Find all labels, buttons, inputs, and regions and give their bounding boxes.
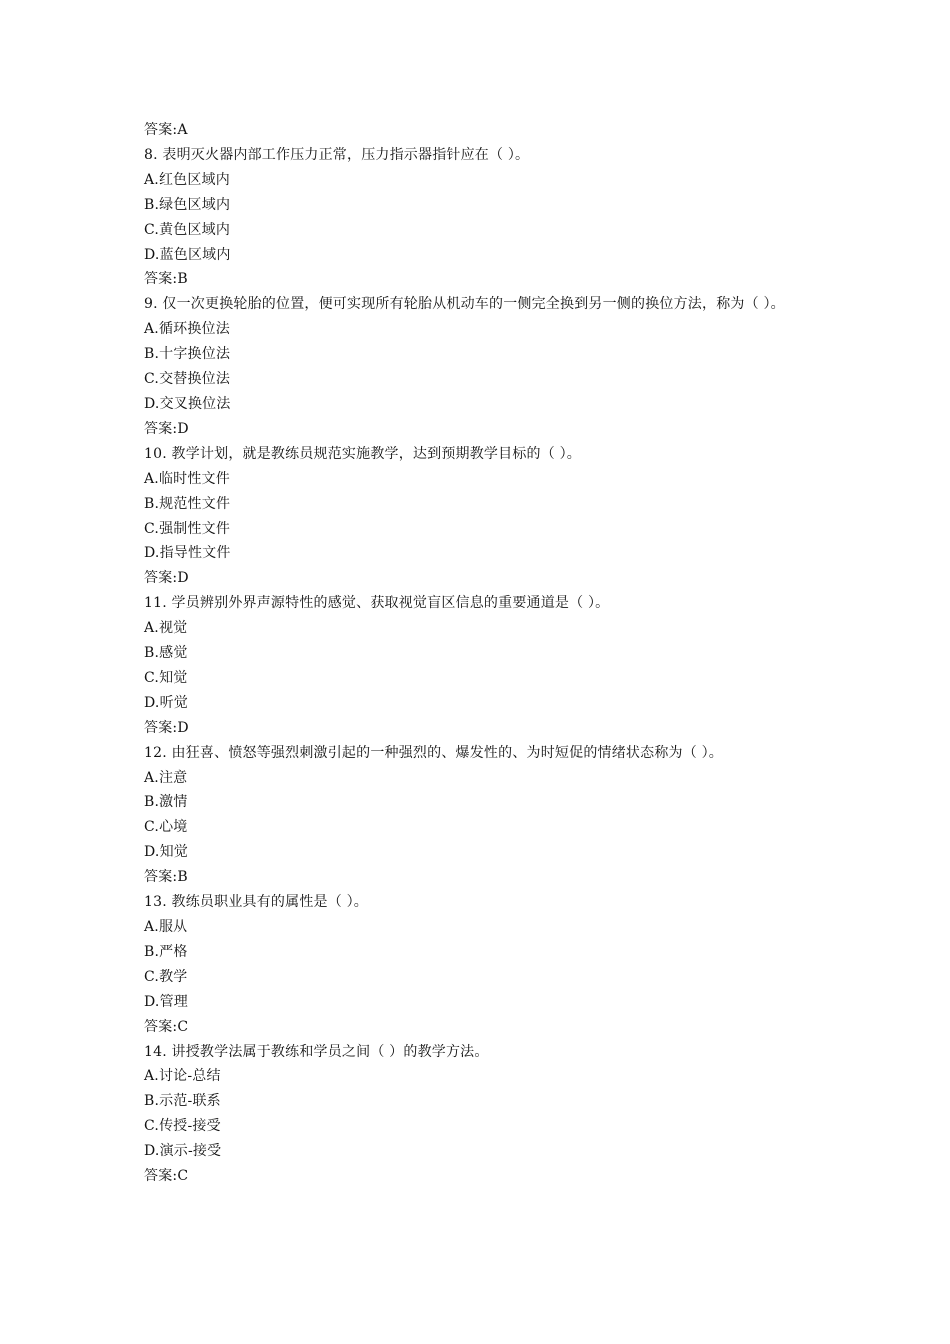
option-c: C.教学 [144,968,188,985]
option-a: A.视觉 [144,620,188,637]
answer-line: 答案:C [144,1018,189,1035]
question-text: 10. 教学计划，就是教练员规范实施教学，达到预期教学目标的（ ）。 [144,445,581,462]
question-block [144,741,824,890]
option-d: D.交叉换位法 [144,395,231,412]
answer-line: 答案:D [144,420,189,437]
document-page [144,118,824,1189]
option-b: B.感觉 [144,645,188,662]
question-text: 12. 由狂喜、愤怒等强烈刺激引起的一种强烈的、爆发性的、为时短促的情绪状态称为（ ）。 [144,744,723,761]
question-text: 9. 仅一次更换轮胎的位置，便可实现所有轮胎从机动车的一侧完全换到另一侧的换位方法，称为（ ）。 [144,296,785,313]
answer-line: 答案:D [144,719,189,736]
question-block [144,292,824,441]
option-a: A.临时性文件 [144,470,230,487]
option-b: B.十字换位法 [144,346,231,363]
question-block [144,591,824,740]
question-text: 13. 教练员职业具有的属性是（ ）。 [144,894,368,911]
option-a: A.注意 [144,769,188,786]
option-d: D.听觉 [144,694,188,711]
option-a: A.循环换位法 [144,321,230,338]
question-block [144,1040,824,1189]
option-b: B.激情 [144,794,188,811]
answer-line: 答案:D [144,570,189,587]
option-a: A.讨论-总结 [144,1068,221,1085]
option-a: A.服从 [144,919,188,935]
option-c: C.心境 [144,819,188,836]
option-d: D.知觉 [144,844,188,861]
option-d: D.蓝色区域内 [144,246,231,263]
question-block [144,143,824,292]
question-text: 11. 学员辨别外界声源特性的感觉、获取视觉盲区信息的重要通道是（ ）。 [144,595,610,612]
option-d: D.指导性文件 [144,545,231,562]
option-d: D.演示-接受 [144,1143,222,1160]
question-text: 14. 讲授教学法属于教练和学员之间（ ）的教学方法。 [144,1043,489,1060]
question-text: 8. 表明灭火器内部工作压力正常，压力指示器指针应在（ ）。 [144,146,530,163]
previous-answer: 答案:A [144,122,188,138]
option-c: C.强制性文件 [144,520,231,537]
option-c: C.传授-接受 [144,1118,221,1135]
option-b: B.规范性文件 [144,495,231,512]
answer-line: 答案:B [144,869,188,886]
answer-line: 答案:C [144,1168,189,1185]
option-b: B.示范-联系 [144,1093,221,1110]
option-c: C.交替换位法 [144,371,231,388]
option-b: B.严格 [144,943,188,960]
option-a: A.红色区域内 [144,171,230,188]
answer-line: 答案:B [144,271,188,288]
option-c: C.黄色区域内 [144,221,231,238]
option-d: D.管理 [144,993,188,1010]
question-block [144,442,824,591]
option-b: B.绿色区域内 [144,196,231,213]
option-c: C.知觉 [144,669,188,686]
question-block [144,890,824,1039]
question-list [144,143,824,1189]
